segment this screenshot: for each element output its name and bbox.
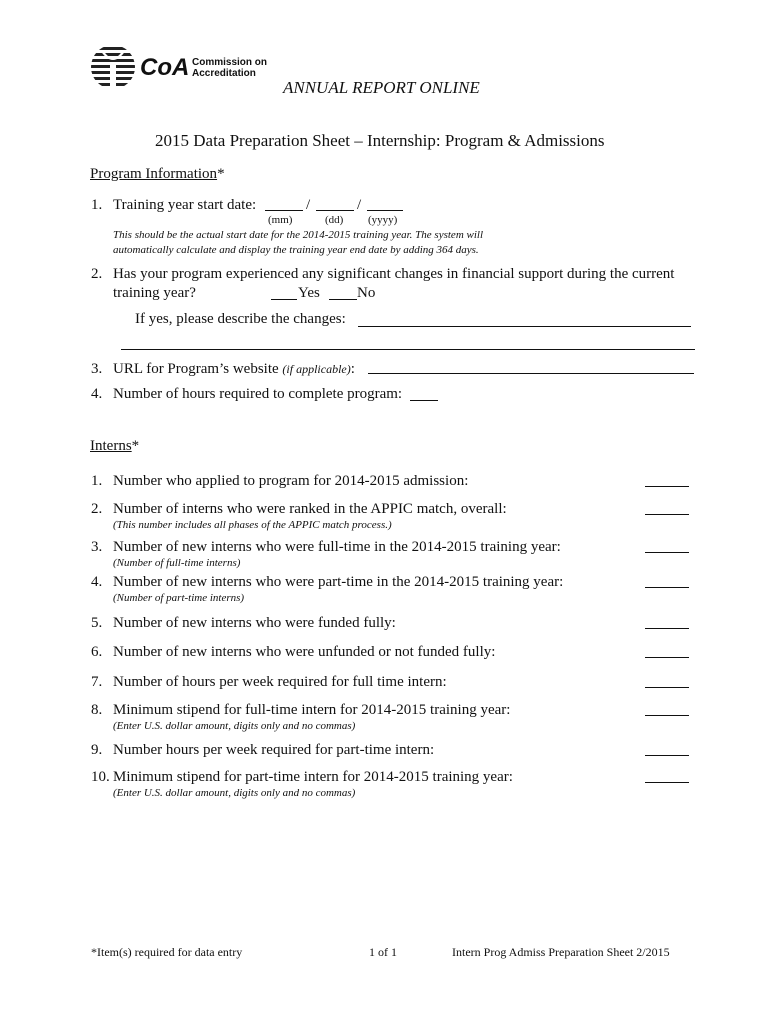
intern-item-number: 10.	[91, 769, 110, 785]
start-year-field[interactable]	[367, 210, 403, 211]
intern-item-number: 2.	[91, 501, 103, 517]
q4-label: Number of hours required to complete program:	[113, 386, 403, 402]
q4-number: 4.	[91, 386, 103, 402]
intern-item-note: (Number of full-time interns)	[113, 557, 241, 569]
q2-number: 2.	[91, 266, 103, 282]
intern-item-number: 9.	[91, 742, 103, 758]
intern-item-note: (This number includes all phases of the APPIC match process.)	[113, 519, 392, 531]
q2-label-line2: training year?	[113, 285, 196, 301]
intern-item-answer-field[interactable]	[645, 755, 689, 756]
intern-item-number: 3.	[91, 539, 103, 555]
no-blank[interactable]	[329, 299, 357, 300]
logo-line2: Accreditation	[192, 68, 256, 79]
intern-item-note: (Enter U.S. dollar amount, digits only and no commas)	[113, 787, 356, 799]
intern-item-label: Number hours per week required for part-time intern:	[113, 742, 435, 758]
yyyy-label: (yyyy)	[368, 214, 398, 226]
footer-page-number: 1 of 1	[369, 945, 397, 959]
intern-item-answer-field[interactable]	[645, 587, 689, 588]
start-month-field[interactable]	[265, 210, 303, 211]
intern-item-label: Number of new interns who were unfunded or not funded fully:	[113, 644, 496, 660]
intern-item-number: 1.	[91, 473, 103, 489]
intern-item-note: (Enter U.S. dollar amount, digits only and no commas)	[113, 720, 356, 732]
intern-item-number: 8.	[91, 702, 103, 718]
intern-item-answer-field[interactable]	[645, 552, 689, 553]
no-label: No	[357, 285, 376, 301]
required-mark: *	[217, 166, 225, 182]
q2-label-line1: Has your program experienced any significant changes in financial support during the current	[113, 266, 675, 282]
intern-item-label: Minimum stipend for part-time intern for 2014-2015 training year:	[113, 769, 513, 785]
intern-item-label: Number of interns who were ranked in the APPIC match, overall:	[113, 501, 507, 517]
yes-label: Yes	[298, 285, 320, 301]
intern-item-answer-field[interactable]	[645, 628, 689, 629]
describe-field-line2[interactable]	[121, 349, 695, 350]
intern-item-label: Number of hours per week required for full time intern:	[113, 674, 447, 690]
intern-item-note: (Number of part-time interns)	[113, 592, 245, 604]
intern-item-answer-field[interactable]	[645, 657, 689, 658]
intern-item-label: Number who applied to program for 2014-2015 admission:	[113, 473, 469, 489]
describe-label: If yes, please describe the changes:	[135, 311, 346, 327]
interns-heading	[90, 438, 139, 455]
q3-number: 3.	[91, 361, 103, 377]
yes-blank[interactable]	[271, 299, 297, 300]
describe-field-line1[interactable]	[358, 326, 691, 327]
q1-label: Training year start date:	[113, 197, 257, 213]
q3-label-text: URL for Program’s website	[113, 361, 279, 377]
program-info-heading-text: Program Information	[90, 166, 218, 182]
q1-number: 1.	[91, 197, 103, 213]
intern-item-number: 5.	[91, 615, 103, 631]
intern-item-answer-field[interactable]	[645, 486, 689, 487]
q3-label	[113, 361, 355, 378]
intern-item-answer-field[interactable]	[645, 514, 689, 515]
q3-note: (if applicable)	[282, 362, 351, 376]
logo-abbr: CoA	[140, 54, 190, 81]
q1-sep1: /	[306, 197, 311, 213]
intern-item-label: Number of new interns who were funded fully:	[113, 615, 396, 631]
intern-item-number: 7.	[91, 674, 103, 690]
program-info-heading	[90, 166, 225, 183]
q3-colon: :	[350, 361, 355, 377]
footer-sheet-id: Intern Prog Admiss Preparation Sheet 2/2015	[452, 945, 670, 959]
intern-item-answer-field[interactable]	[645, 715, 689, 716]
q1-note-line2: automatically calculate and display the training year end date by adding 364 days.	[113, 244, 479, 256]
q1-sep2: /	[357, 197, 362, 213]
dd-label: (dd)	[325, 214, 344, 226]
page-title: 2015 Data Preparation Sheet – Internship: Program & Admissions	[155, 131, 605, 150]
footer-required-note: *Item(s) required for data entry	[91, 945, 243, 959]
intern-item-answer-field[interactable]	[645, 687, 689, 688]
interns-heading-text: Interns	[90, 438, 132, 454]
report-title: ANNUAL REPORT ONLINE	[283, 78, 480, 97]
start-day-field[interactable]	[316, 210, 354, 211]
q1-note-line1: This should be the actual start date for the 2014-2015 training year. The system will	[113, 229, 484, 241]
intern-item-label: Minimum stipend for full-time intern for 2014-2015 training year:	[113, 702, 511, 718]
intern-item-label: Number of new interns who were full-time in the 2014-2015 training year:	[113, 539, 561, 555]
mm-label: (mm)	[268, 214, 293, 226]
interns-required-mark: *	[131, 438, 140, 454]
hours-required-field[interactable]	[410, 400, 438, 401]
intern-item-number: 4.	[91, 574, 103, 590]
intern-item-answer-field[interactable]	[645, 782, 689, 783]
website-url-field[interactable]	[368, 373, 694, 374]
coa-emblem-icon	[90, 44, 136, 90]
coa-logo	[90, 44, 268, 94]
logo-line1: Commission on	[192, 57, 268, 68]
intern-item-label: Number of new interns who were part-time in the 2014-2015 training year:	[113, 574, 564, 590]
intern-item-number: 6.	[91, 644, 103, 660]
